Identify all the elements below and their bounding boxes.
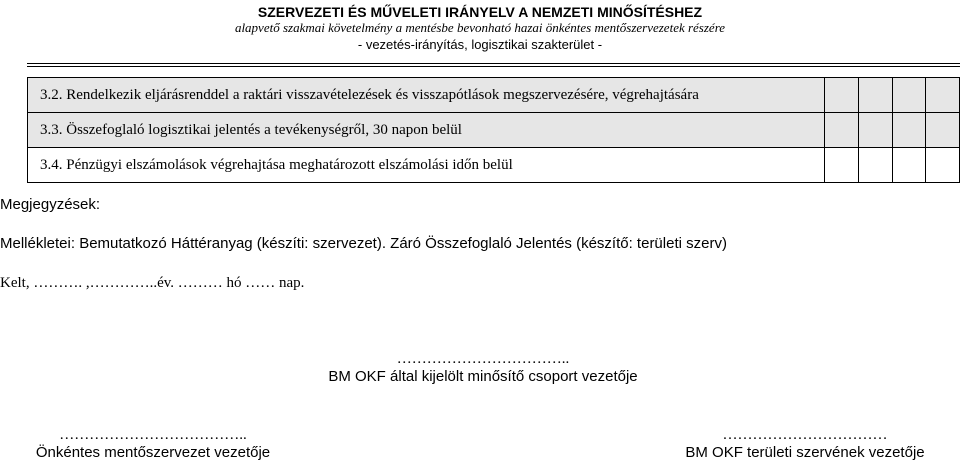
signature-left bbox=[18, 426, 288, 462]
row-text: 3.4. Pénzügyi elszámolások végrehajtása meghatározott elszámolási időn belül bbox=[28, 148, 825, 183]
signature-label: BM OKF területi szervének vezetője bbox=[685, 444, 925, 461]
check-cell[interactable] bbox=[892, 148, 926, 183]
header-divider bbox=[27, 63, 960, 64]
signature-dots: …………………………… bbox=[722, 427, 888, 443]
check-cell[interactable] bbox=[892, 78, 926, 113]
signature-right bbox=[660, 426, 950, 462]
row-text: 3.2. Rendelkezik eljárásrenddel a raktári visszavételezések és visszapótlások megszervezésére, végrehajtására bbox=[28, 78, 825, 113]
notes-label: Megjegyzések: bbox=[0, 196, 101, 213]
signature-label: BM OKF által kijelölt minősítő csoport vezetője bbox=[328, 368, 638, 385]
check-cell[interactable] bbox=[825, 113, 859, 148]
header-divider-2 bbox=[27, 66, 960, 67]
table-row bbox=[28, 113, 960, 148]
document-subtitle: alapvető szakmai követelmény a mentésbe bevonható hazai önkéntes mentőszervezetek részére bbox=[234, 20, 726, 35]
signature-center bbox=[300, 350, 666, 386]
signature-label: Önkéntes mentőszervezet vezetője bbox=[35, 444, 271, 461]
check-cell[interactable] bbox=[858, 148, 892, 183]
place-date-line: Kelt, ………. ,…………..év. ……… hó …… nap. bbox=[0, 275, 305, 291]
check-cell[interactable] bbox=[892, 113, 926, 148]
check-cell[interactable] bbox=[926, 78, 960, 113]
document-title: SZERVEZETI ÉS MŰVELETI IRÁNYELV A NEMZETI MINŐSÍTÉSHEZ bbox=[257, 4, 703, 20]
signature-dots: …………………………….. bbox=[396, 351, 570, 367]
check-cell[interactable] bbox=[926, 113, 960, 148]
check-cell[interactable] bbox=[858, 113, 892, 148]
row-text: 3.3. Összefoglaló logisztikai jelentés a tevékenységről, 30 napon belül bbox=[28, 113, 825, 148]
document-subtitle-2: - vezetés-irányítás, logisztikai szakterület - bbox=[357, 37, 603, 52]
table-row bbox=[28, 78, 960, 113]
table-row bbox=[28, 148, 960, 183]
signature-dots: ……………………………….. bbox=[59, 427, 247, 443]
criteria-table bbox=[27, 77, 960, 183]
check-cell[interactable] bbox=[926, 148, 960, 183]
attachments-line: Mellékletei: Bemutatkozó Háttéranyag (készíti: szervezet). Záró Összefoglaló Jelentés (készítő: területi szerv) bbox=[0, 235, 727, 252]
check-cell[interactable] bbox=[858, 78, 892, 113]
check-cell[interactable] bbox=[825, 148, 859, 183]
document-header bbox=[0, 0, 960, 53]
check-cell[interactable] bbox=[825, 78, 859, 113]
